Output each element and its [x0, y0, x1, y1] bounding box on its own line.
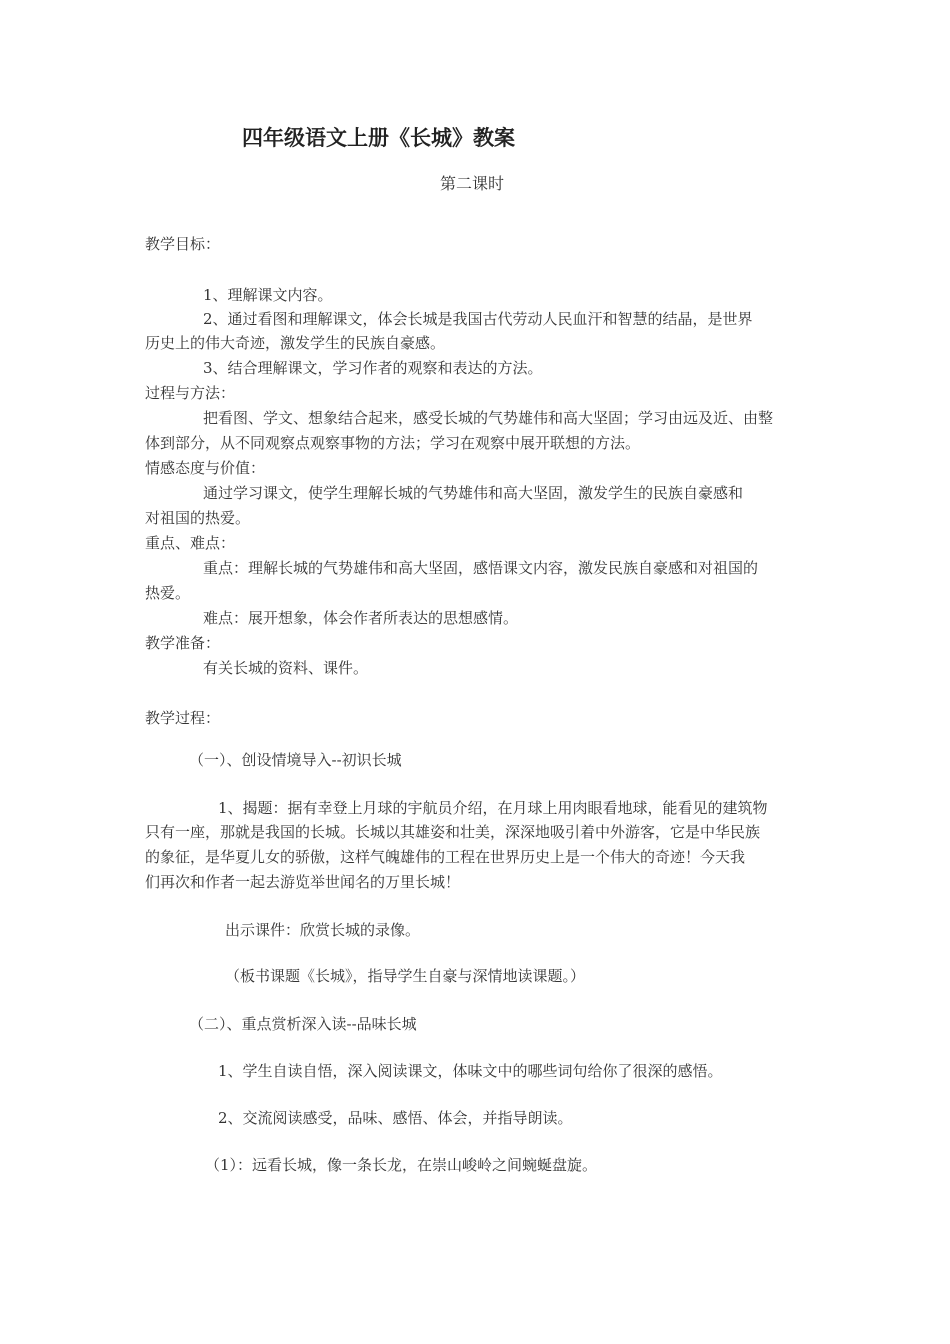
emotion-line: 对祖国的热爱。: [145, 509, 251, 527]
prep-heading: 教学准备：: [145, 634, 221, 652]
section1-line: 的象征，是华夏儿女的骄傲，这样气魄雄伟的工程在世界历史上是一个伟大的奇迹！今天我: [145, 848, 746, 866]
section2-heading: （二）、重点赏析深入读--品味长城: [189, 1015, 417, 1033]
emotion-line: 通过学习课文，使学生理解长城的气势雄伟和高大坚固，激发学生的民族自豪感和: [203, 484, 744, 502]
section1-line: 们再次和作者一起去游览举世闻名的万里长城！: [145, 873, 461, 891]
section2-subitem: （1）：远看长城，像一条长龙，在崇山峻岭之间蜿蜒盘旋。: [205, 1156, 598, 1174]
key-line: 热爱。: [145, 584, 191, 602]
objective-line: 1、理解课文内容。: [203, 286, 333, 304]
section1-line: 1、揭题：据有幸登上月球的宇航员介绍，在月球上用肉眼看地球，能看见的建筑物: [218, 799, 768, 817]
procedure-heading: 教学过程：: [145, 709, 221, 727]
objective-line: 3、结合理解课文，学习作者的观察和表达的方法。: [203, 359, 543, 377]
show-courseware: 出示课件：欣赏长城的录像。: [225, 921, 421, 939]
doc-title: 四年级语文上册《长城》教案: [242, 125, 515, 150]
key-heading: 重点、难点：: [145, 534, 236, 552]
section2-item: 1、学生自读自悟，深入阅读课文，体味文中的哪些词句给你了很深的感悟。: [218, 1062, 723, 1080]
process-line: 体到部分，从不同观察点观察事物的方法；学习在观察中展开联想的方法。: [145, 434, 641, 452]
section1-heading: （一）、创设情境导入--初识长城: [189, 751, 402, 769]
process-heading: 过程与方法：: [145, 384, 236, 402]
objectives-heading: 教学目标：: [145, 235, 221, 253]
emotion-heading: 情感态度与价值：: [145, 459, 266, 477]
prep-line: 有关长城的资料、课件。: [203, 659, 369, 677]
process-line: 把看图、学文、想象结合起来，感受长城的气势雄伟和高大坚固；学习由远及近、由整: [203, 409, 774, 427]
section1-line: 只有一座，那就是我国的长城。长城以其雄姿和壮美，深深地吸引着中外游客，它是中华民族: [145, 823, 761, 841]
doc-subtitle: 第二课时: [440, 174, 505, 193]
key-line: 重点：理解长城的气势雄伟和高大坚固，感悟课文内容，激发民族自豪感和对祖国的: [203, 559, 759, 577]
key-line: 难点：展开想象，体会作者所表达的思想感情。: [203, 609, 519, 627]
board-title-note: （板书课题《长城》，指导学生自豪与深情地读课题。）: [225, 967, 586, 985]
objective-line: 2、通过看图和理解课文，体会长城是我国古代劳动人民血汗和智慧的结晶，是世界: [203, 310, 753, 328]
objective-line: 历史上的伟大奇迹，激发学生的民族自豪感。: [145, 334, 446, 352]
section2-item: 2、交流阅读感受，品味、感悟、体会，并指导朗读。: [218, 1109, 573, 1127]
